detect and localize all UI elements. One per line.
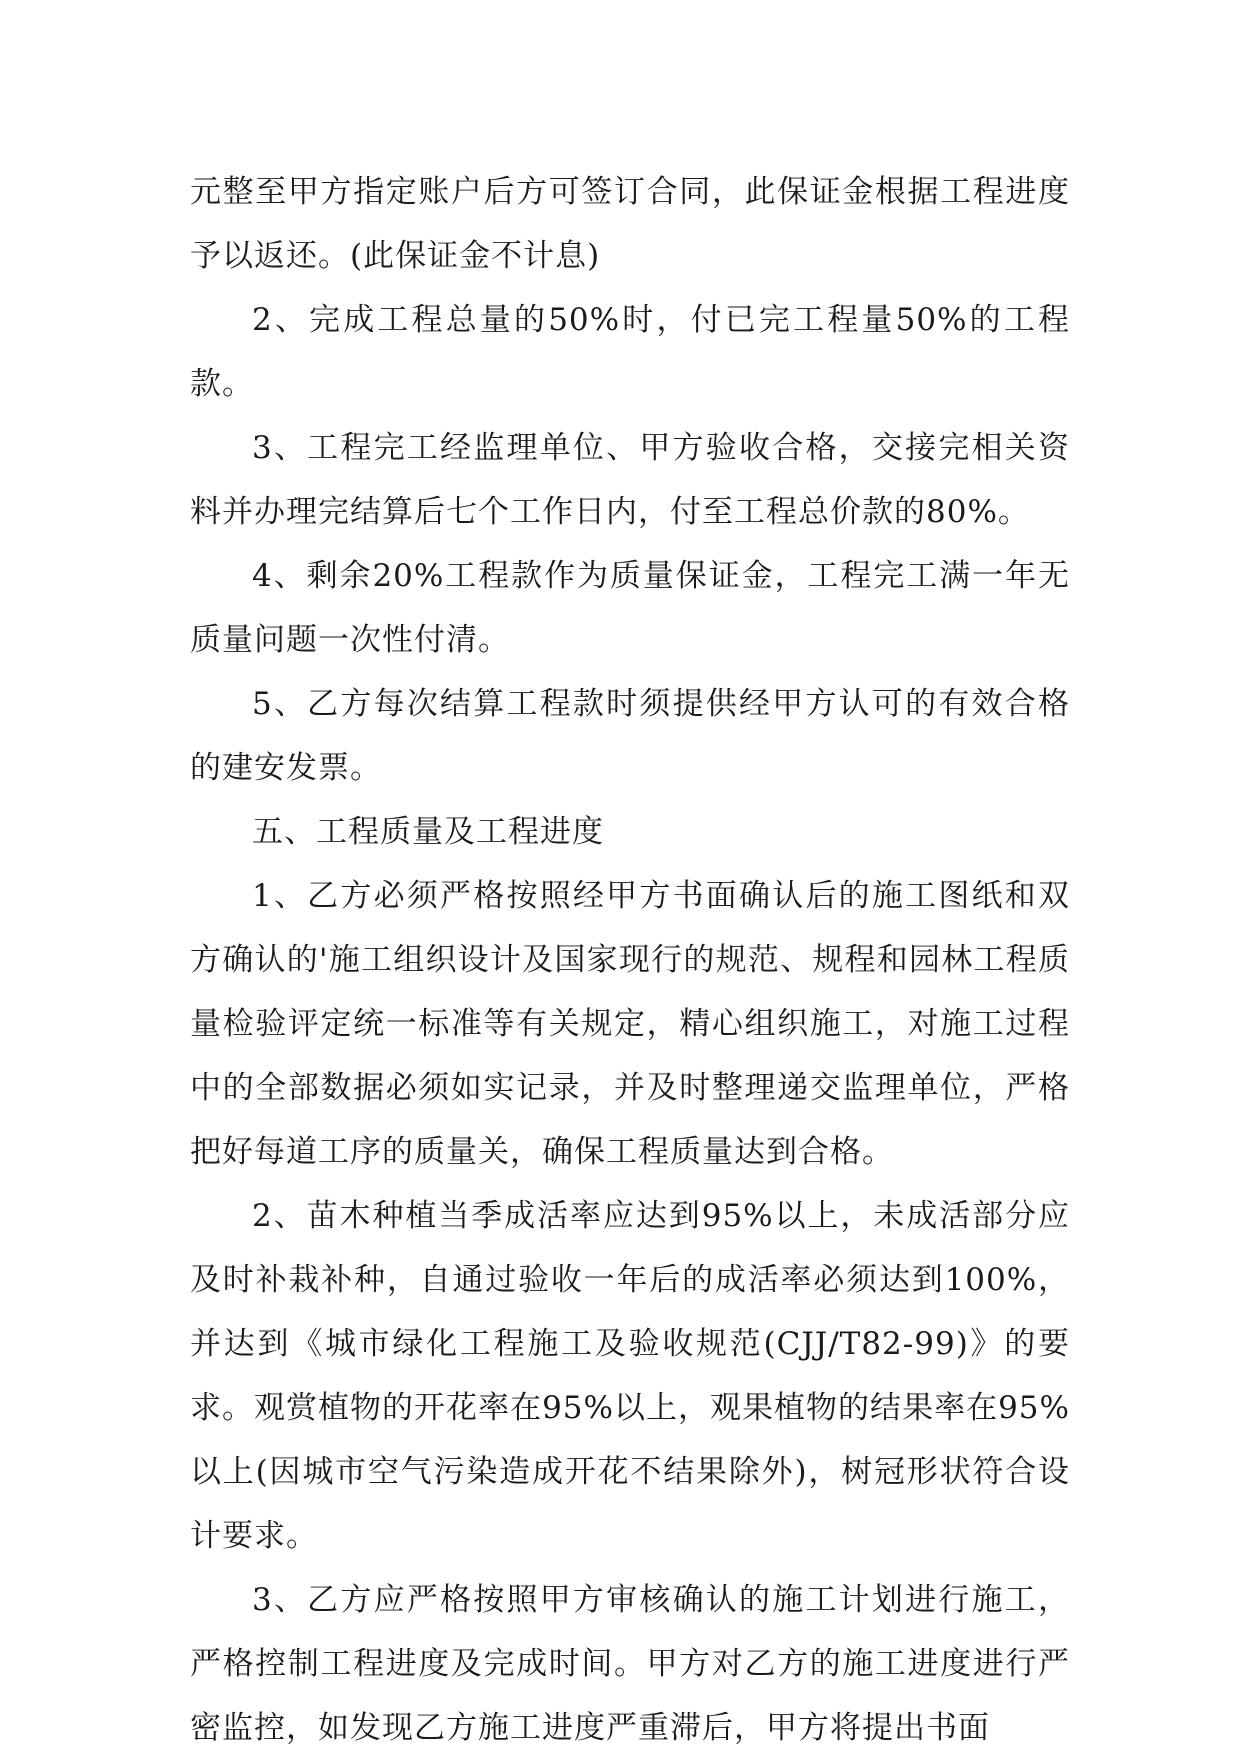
document-body: [190, 160, 1070, 1760]
section-heading-quality-progress: 五、工程质量及工程进度: [252, 814, 604, 850]
paragraph-payment-item-4: 4、剩余20%工程款作为质量保证金，工程完工满一年无质量问题一次性付清。: [190, 558, 1070, 658]
paragraph-payment-item-2: 2、完成工程总量的50%时，付已完工程量50%的工程款。: [190, 302, 1070, 402]
paragraph-payment-item-3: 3、工程完工经监理单位、甲方验收合格，交接完相关资料并办理完结算后七个工作日内，付至工程总价款的80%。: [190, 430, 1070, 530]
paragraph-quality-item-1: 1、乙方必须严格按照经甲方书面确认后的施工图纸和双方确认的'施工组织设计及国家现行的规范、规程和园林工程质量检验评定统一标准等有关规定，精心组织施工，对施工过程中的全部数据必须如实记录，并及时整理递交监理单位，严格把好每道工序的质量关，确保工程质量达到合格。: [190, 878, 1070, 1170]
paragraph-payment-item-5: 5、乙方每次结算工程款时须提供经甲方认可的有效合格的建安发票。: [190, 686, 1070, 786]
paragraph-continuation: 元整至甲方指定账户后方可签订合同，此保证金根据工程进度予以返还。(此保证金不计息): [190, 174, 1070, 274]
paragraph-quality-item-2: 2、苗木种植当季成活率应达到95%以上，未成活部分应及时补栽补种，自通过验收一年后的成活率必须达到100%，并达到《城市绿化工程施工及验收规范(CJJ/T82-99)》的要求。观赏植物的开花率在95%以上，观果植物的结果率在95%以上(因城市空气污染造成开花不结果除外)，树冠形状符合设计要求。: [190, 1198, 1070, 1554]
paragraph-quality-item-3: 3、乙方应严格按照甲方审核确认的施工计划进行施工，严格控制工程进度及完成时间。甲方对乙方的施工进度进行严密监控，如发现乙方施工进度严重滞后，甲方将提出书面: [190, 1582, 1070, 1746]
